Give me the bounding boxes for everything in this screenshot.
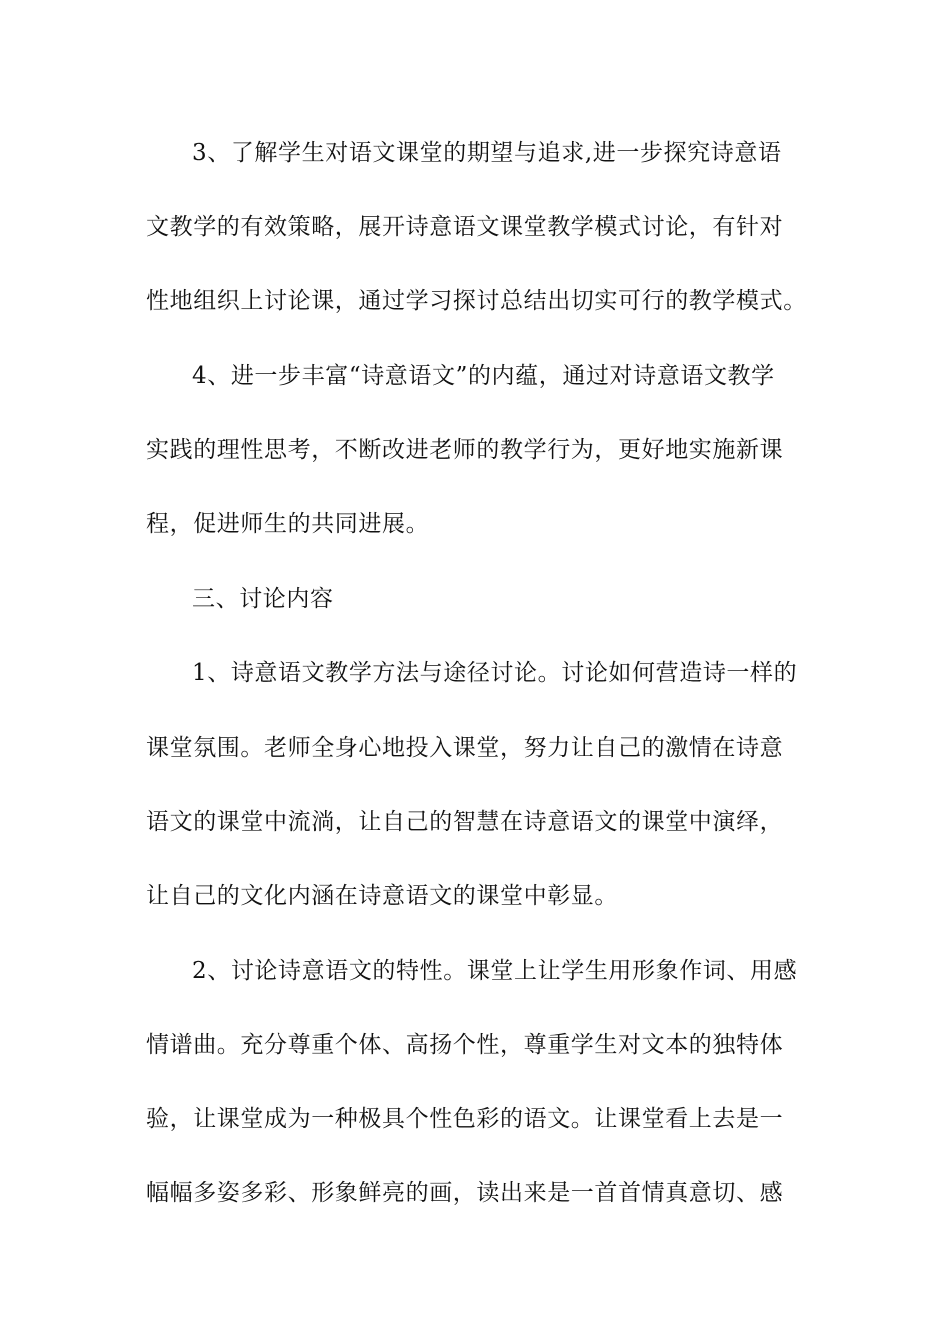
paragraph-line: 情谱曲。充分尊重个体、高扬个性，尊重学生对文本的独特体 (146, 1032, 784, 1058)
paragraph-line: 4、进一步丰富“诗意语文”的内蕴，通过对诗意语文教学 (192, 363, 775, 389)
paragraph-line: 2、讨论诗意语文的特性。课堂上让学生用形象作词、用感 (192, 958, 798, 984)
paragraph-line: 幅幅多姿多彩、形象鲜亮的画，读出来是一首首情真意切、感 (146, 1180, 784, 1206)
paragraph-line: 实践的理性思考，不断改进老师的教学行为，更好地实施新课 (146, 437, 784, 463)
paragraph-line: 语文的课堂中流淌，让自己的智慧在诗意语文的课堂中演绎， (146, 809, 784, 835)
paragraph-line: 1、诗意语文教学方法与途径讨论。讨论如何营造诗一样的 (192, 660, 798, 686)
paragraph-line: 让自己的文化内涵在诗意语文的课堂中彰显。 (146, 883, 618, 909)
paragraph-line: 课堂氛围。老师全身心地投入课堂，努力让自己的激情在诗意 (146, 735, 784, 761)
paragraph-line: 验，让课堂成为一种极具个性色彩的语文。让课堂看上去是一 (146, 1106, 784, 1132)
paragraph-line: 性地组织上讨论课，通过学习探讨总结出切实可行的教学模式。 (146, 288, 807, 314)
paragraph-line: 程，促进师生的共同进展。 (146, 511, 430, 537)
paragraph-line: 文教学的有效策略，展开诗意语文课堂教学模式讨论，有针对 (146, 214, 784, 240)
section-heading: 三、讨论内容 (192, 586, 334, 612)
paragraph-line: 3、了解学生对语文课堂的期望与追求,进一步探究诗意语 (192, 140, 782, 166)
